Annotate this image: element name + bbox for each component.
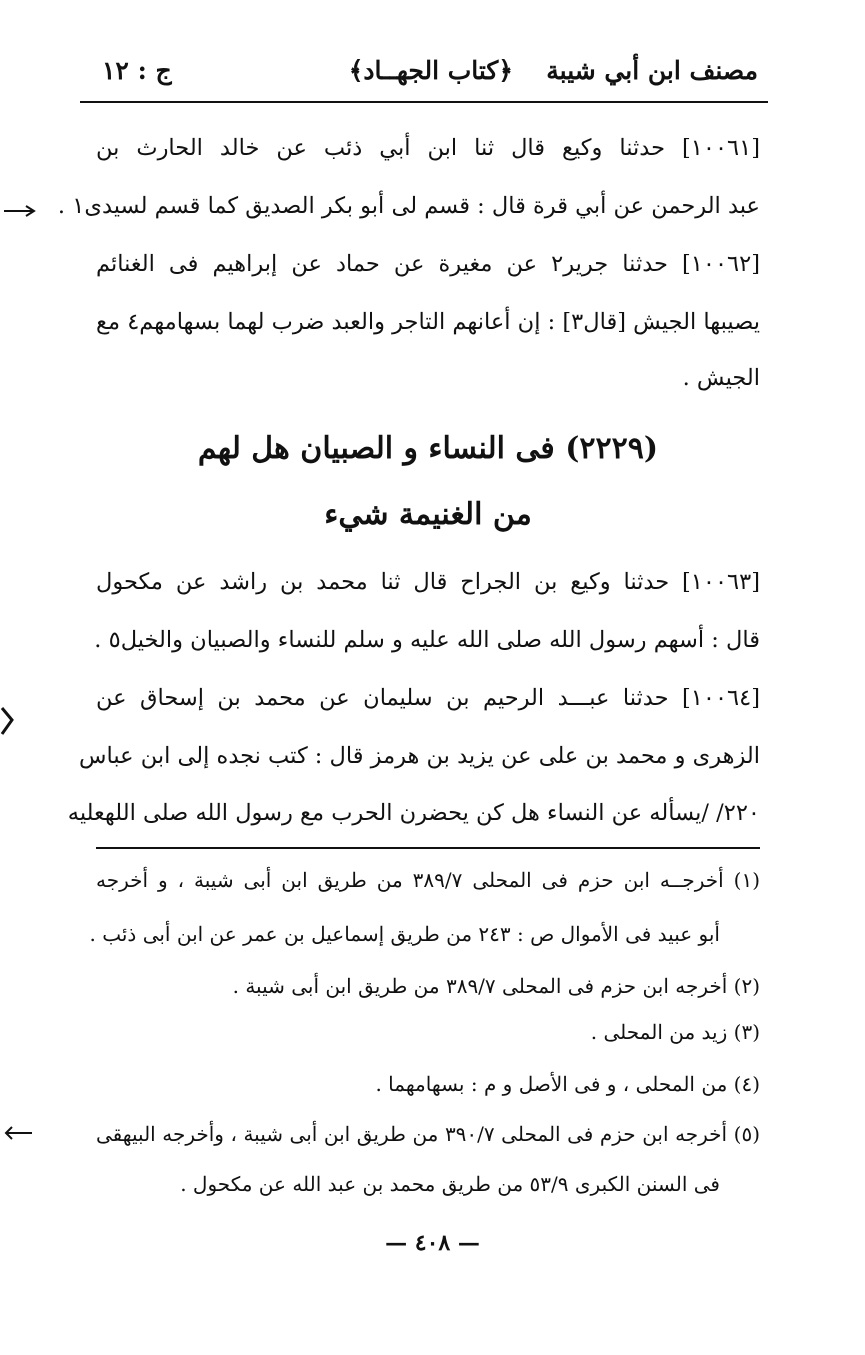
footnote: (٤) من المحلى ، و فى الأصل و م : بسهامهما .	[375, 1072, 760, 1096]
footnote-continued: فى السنن الكبرى ٥٣/٩ من طريق محمد بن عبد الله عن مكحول .	[180, 1172, 720, 1196]
page-header	[80, 52, 768, 98]
chapter-title: ﴿كتاب الجهــاد﴾	[348, 56, 513, 85]
body-line: يصيبها الجيش [قال٣] : إن أعانهم التاجر والعبد ضرب لهما بسهامهم٤ مع	[96, 309, 760, 335]
volume-number: ج : ١٢	[102, 56, 172, 85]
header-divider	[80, 101, 768, 103]
body-line: [١٠٠٦٣] حدثنا وكيع بن الجراح قال ثنا محمد بن راشد عن مكحول	[96, 569, 760, 595]
margin-arrow-icon	[4, 1125, 34, 1141]
body-line: [١٠٠٦٤] حدثنا عبـــد الرحيم بن سليمان عن محمد بن إسحاق عن	[96, 685, 760, 711]
footnote: (١) أخرجــه ابن حزم فى المحلى ٣٨٩/٧ من طريق ابن أبى شيبة ، و أخرجه	[96, 868, 760, 892]
body-line: ٢٢٠/ /يسأله عن النساء هل كن يحضرن الحرب مع رسول الله صلى اللهعليه	[67, 800, 760, 826]
footnote: (٥) أخرجه ابن حزم فى المحلى ٣٩٠/٧ من طريق ابن أبى شيبة ، وأخرجه البيهقى	[96, 1122, 760, 1146]
body-line: عبد الرحمن عن أبي قرة قال : قسم لى أبو بكر الصديق كما قسم لسيدى١ .	[57, 193, 760, 219]
margin-arrow-icon	[0, 706, 20, 736]
footnote-divider	[96, 847, 760, 849]
footnote-continued: أبو عبيد فى الأموال ص : ٢٤٣ من طريق إسماعيل بن عمر عن ابن أبى ذئب .	[89, 922, 720, 946]
section-heading-continued: من الغنيمة شيء	[324, 497, 532, 532]
body-line: [١٠٠٦٢] حدثنا جرير٢ عن مغيرة عن حماد عن إبراهيم فى الغنائم	[96, 251, 760, 277]
book-title: مصنف ابن أبي شيبة	[546, 56, 758, 85]
body-line: [١٠٠٦١] حدثنا وكيع قال ثنا ابن أبي ذئب عن خالد الحارث بن	[96, 135, 760, 161]
body-line: الجيش .	[682, 365, 760, 391]
page-number: — ٤٠٨ —	[385, 1230, 480, 1256]
body-line: قال : أسهم رسول الله صلى الله عليه و سلم للنساء والصبيان والخيل٥ .	[94, 627, 760, 653]
margin-arrow-icon	[2, 203, 36, 219]
body-line: الزهرى و محمد بن على عن يزيد بن هرمز قال : كتب نجده إلى ابن عباس	[79, 743, 760, 769]
footnote: (٢) أخرجه ابن حزم فى المحلى ٣٨٩/٧ من طريق ابن أبى شيبة .	[232, 974, 760, 998]
footnote: (٣) زيد من المحلى .	[590, 1020, 760, 1044]
section-heading: (٢٢٢٩) فى النساء و الصبيان هل لهم	[197, 431, 659, 466]
